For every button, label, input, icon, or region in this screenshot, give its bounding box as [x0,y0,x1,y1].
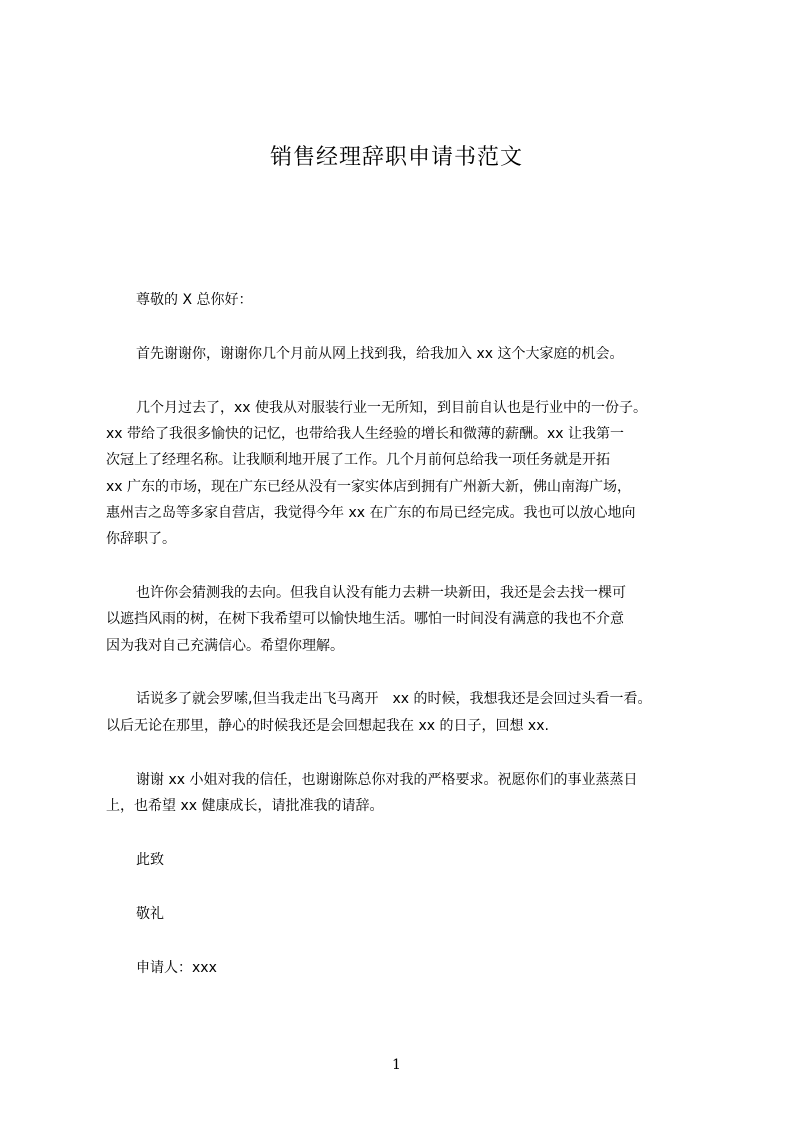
paragraph-experience-line: 几个月过去了，xx 使我从对服装行业一无所知，到目前自认也是行业中的一份子。 [136,400,648,416]
paragraph-gratitude-line: 谢谢 xx 小姐对我的信任，也谢谢陈总你对我的严格要求。祝愿你们的事业蒸蒸日 [136,772,638,788]
paragraph-future-line: 因为我对自己充满信心。希望你理解。 [106,638,344,654]
signature: 申请人：xxx [136,960,217,976]
salutation: 尊敬的 X 总你好： [136,292,253,308]
closing-jingli: 敬礼 [136,906,164,922]
closing-cizhi: 此致 [136,852,164,868]
page-title: 销售经理辞职申请书范文 [269,145,523,170]
paragraph-experience-line: 次冠上了经理名称。让我顺利地开展了工作。几个月前何总给我一项任务就是开拓 [106,452,610,468]
paragraph-gratitude-line: 上，也希望 xx 健康成长，请批准我的请辞。 [106,798,384,814]
paragraph-future-line: 以遮挡风雨的树，在树下我希望可以愉快地生活。哪怕一时间没有满意的我也不介意 [106,611,624,627]
paragraph-thanks-line: 首先谢谢你，谢谢你几个月前从网上找到我，给我加入 xx 这个大家庭的机会。 [136,346,624,362]
paragraph-farewell-line: 以后无论在那里，静心的时候我还是会回想起我在 xx 的日子，回想 xx. [106,718,549,734]
paragraph-experience-line: xx 带给了我很多愉快的记忆，也带给我人生经验的增长和微薄的薪酬。xx 让我第一 [106,426,625,442]
page-number: 1 [392,1057,401,1073]
paragraph-farewell-line: 话说多了就会罗嗦,但当我走出飞马离开 xx 的时候，我想我还是会回过头看一看。 [136,691,652,707]
paragraph-experience-line: 你辞职了。 [106,531,176,547]
paragraph-experience-line: 惠州吉之岛等多家自营店，我觉得今年 xx 在广东的布局已经完成。我也可以放心地向 [106,505,636,521]
paragraph-future-line: 也许你会猜测我的去向。但我自认没有能力去耕一块新田，我还是会去找一棵可 [136,585,626,601]
paragraph-experience-line: xx 广东的市场，现在广东已经从没有一家实体店到拥有广州新大新，佛山南海广场， [106,479,632,495]
